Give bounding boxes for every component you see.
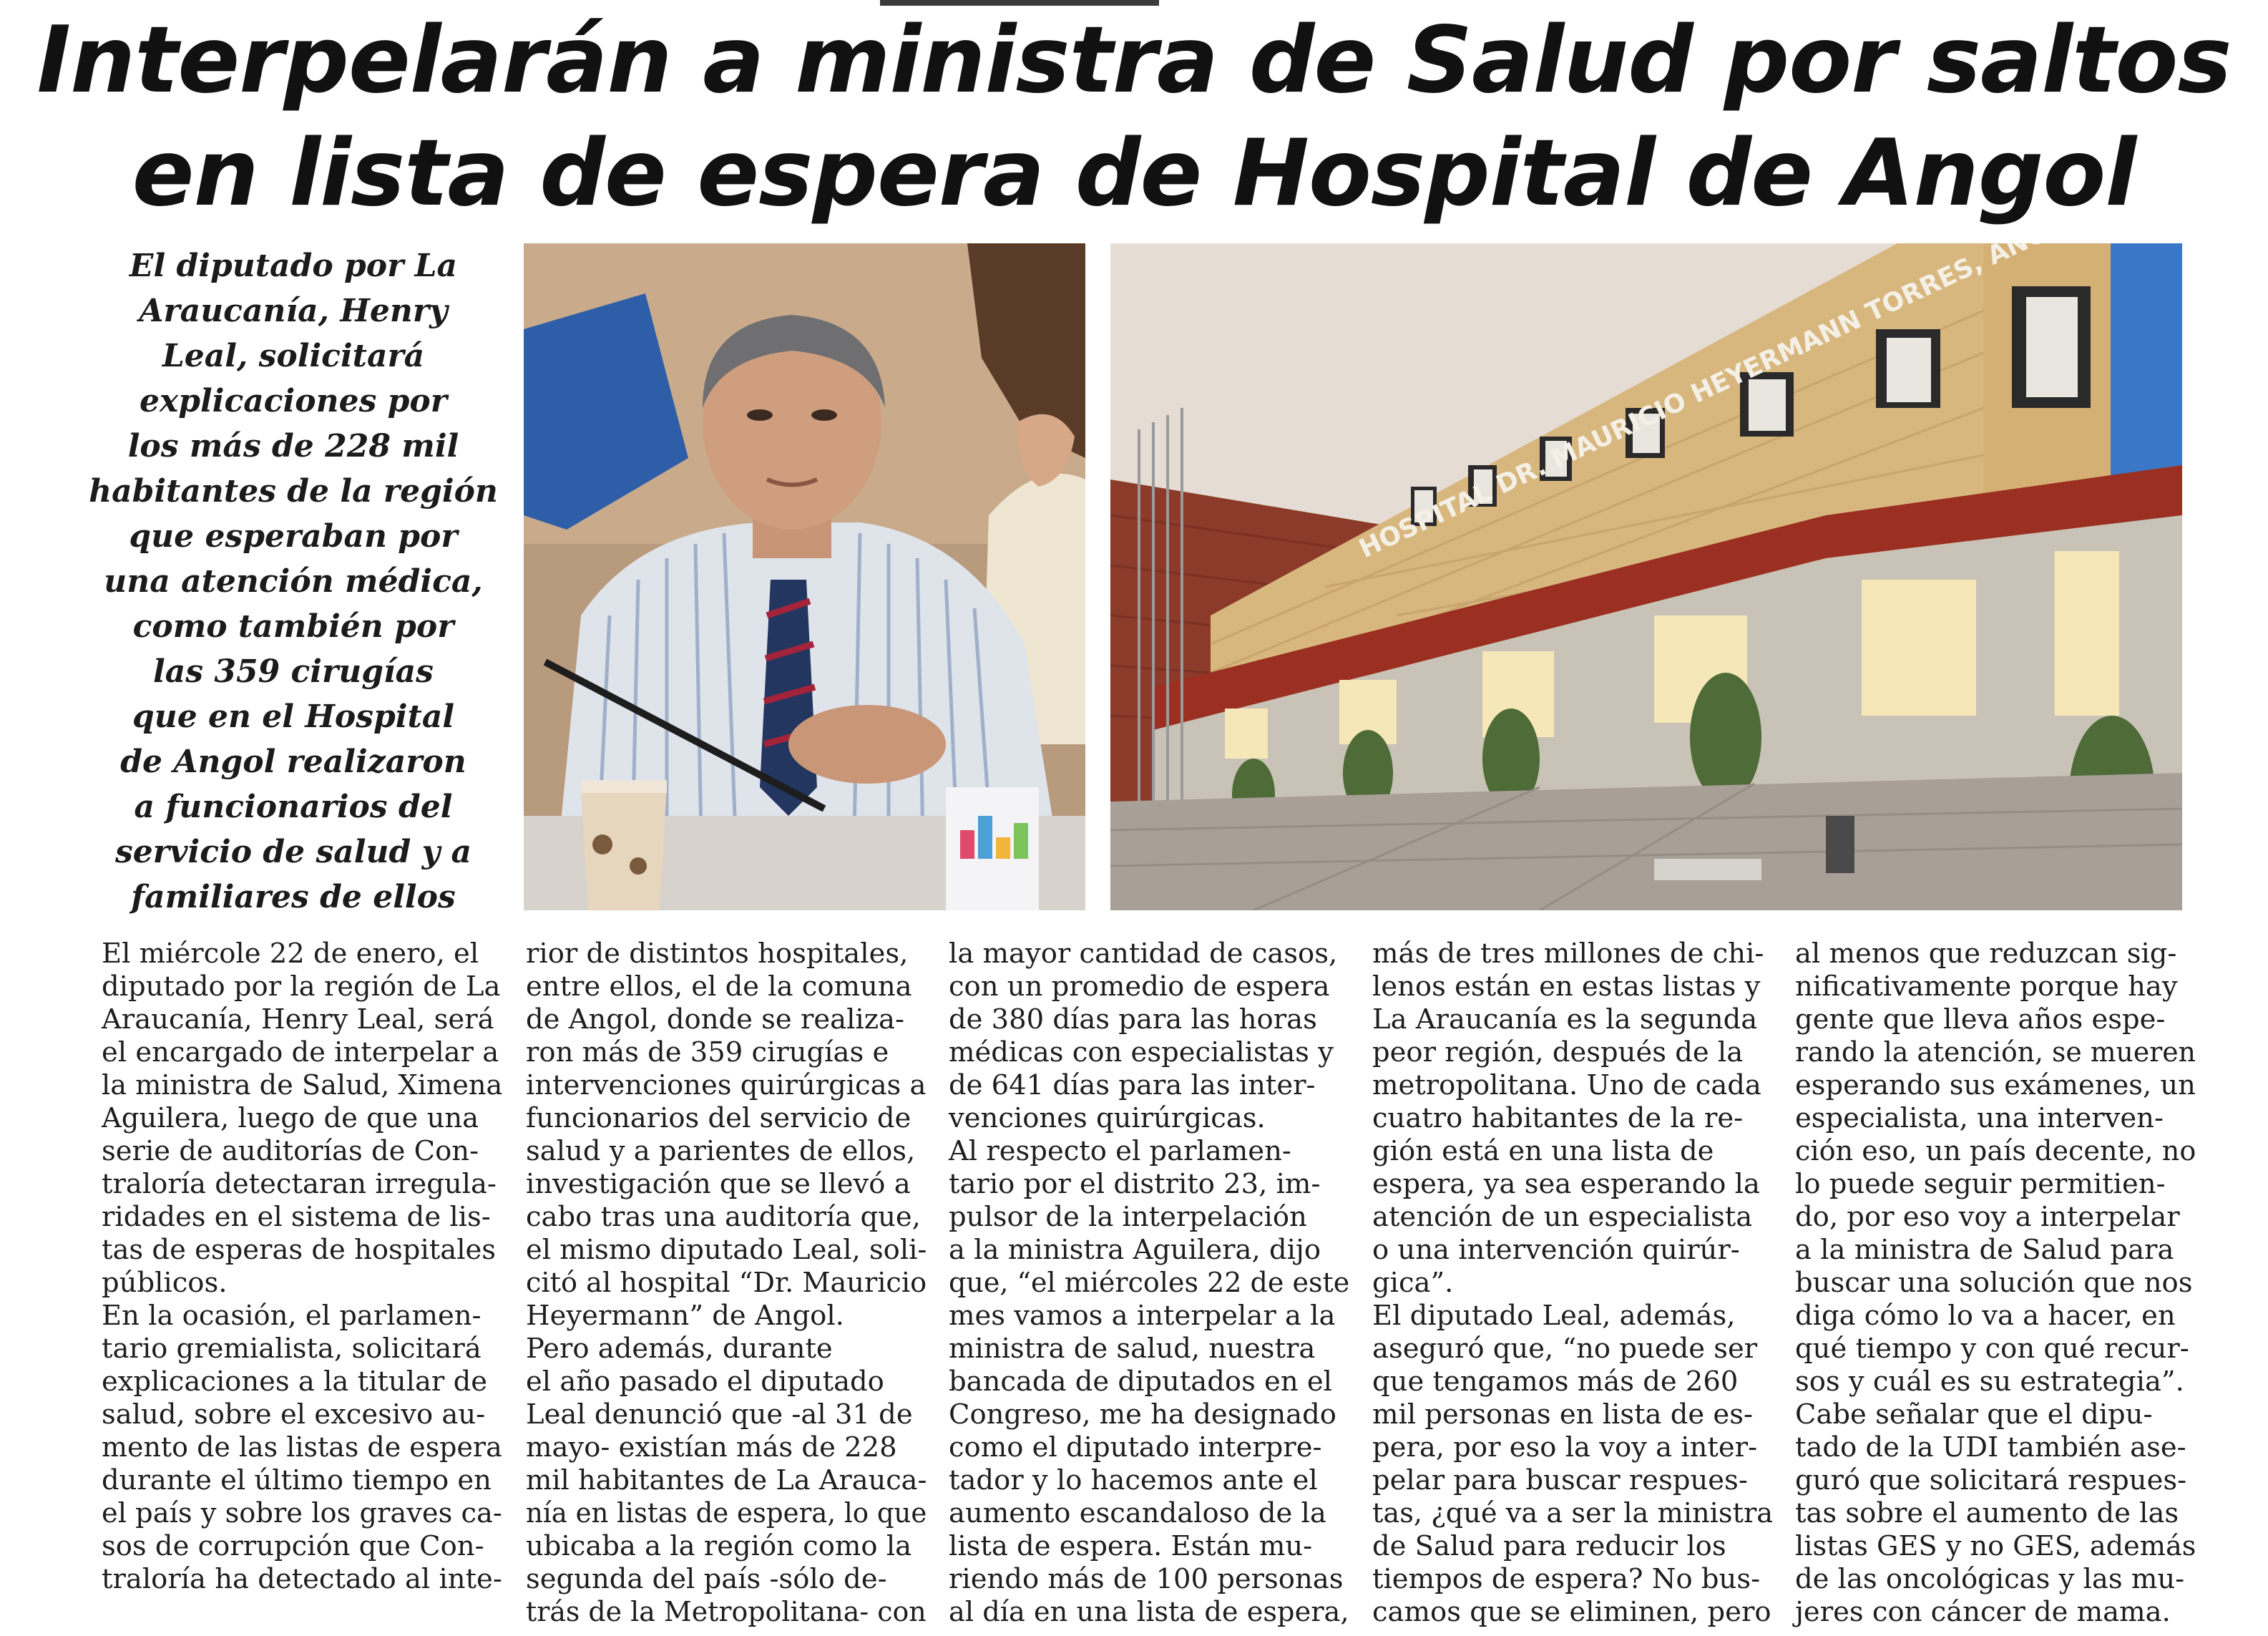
body-line: mil habitantes de La Arauca- xyxy=(526,1464,927,1496)
headline xyxy=(0,4,2268,230)
body-line: que tengamos más de 260 xyxy=(1372,1365,1739,1398)
lead-line: habitantes de la región xyxy=(89,473,498,510)
body-line: El miércole 22 de enero, el xyxy=(102,938,479,970)
lead-line: de Angol realizaron xyxy=(120,744,466,780)
body-line: En la ocasión, el parlamen- xyxy=(102,1300,482,1332)
lead-line: como también por xyxy=(132,608,454,645)
lead-paragraph xyxy=(86,243,501,920)
body-line: tiempos de espera? No bus- xyxy=(1372,1563,1761,1595)
body-line: riendo más de 100 personas xyxy=(949,1563,1344,1595)
body-line: o una intervención quirúr- xyxy=(1372,1234,1740,1266)
lead-line: Araucanía, Henry xyxy=(139,293,448,329)
body-line: públicos. xyxy=(102,1267,228,1299)
body-line: Aguilera, luego de que una xyxy=(102,1102,479,1134)
body-line: la ministra de Salud, Ximena xyxy=(102,1069,503,1101)
body-line: la mayor cantidad de casos, xyxy=(949,938,1338,970)
body-line: el año pasado el diputado xyxy=(526,1365,884,1398)
body-line: rando la atención, se mueren xyxy=(1795,1036,2196,1068)
body-column-4 xyxy=(1372,938,1773,1629)
deputy-portrait-photo xyxy=(524,243,1085,910)
lead-line: Leal, solicitará xyxy=(162,338,425,374)
body-line: segunda del país -sólo de- xyxy=(526,1563,887,1595)
lead-line: que en el Hospital xyxy=(132,698,455,735)
body-line: espera, ya sea esperando la xyxy=(1372,1168,1760,1200)
body-line: funcionarios del servicio de xyxy=(526,1102,911,1134)
body-line: lo puede seguir permitien- xyxy=(1795,1168,2166,1200)
body-line: La Araucanía es la segunda xyxy=(1372,1003,1758,1036)
body-line: tario gremialista, solicitará xyxy=(102,1333,482,1365)
body-line: salud, sobre el excesivo au- xyxy=(102,1398,486,1431)
lead-line: a funcionarios del xyxy=(134,789,453,825)
body-line: con un promedio de espera xyxy=(949,970,1330,1003)
body-line: intervenciones quirúrgicas a xyxy=(526,1069,927,1101)
body-line: explicaciones a la titular de xyxy=(102,1365,487,1398)
body-line: durante el último tiempo en xyxy=(102,1464,492,1496)
lead-line: servicio de salud y a xyxy=(115,834,471,870)
body-line: traloría ha detectado al inte- xyxy=(102,1563,502,1595)
body-line: listas GES y no GES, además xyxy=(1795,1530,2196,1562)
body-column-5 xyxy=(1795,938,2196,1629)
body-line: citó al hospital “Dr. Mauricio xyxy=(526,1267,927,1299)
lead-line: explicaciones por xyxy=(140,383,447,419)
body-line: El diputado Leal, además, xyxy=(1372,1300,1736,1332)
body-line: investigación que se llevó a xyxy=(526,1168,911,1200)
body-line: tador y lo hacemos ante el xyxy=(949,1464,1318,1496)
body-line: cabo tras una auditoría que, xyxy=(526,1201,921,1233)
body-column-3 xyxy=(949,938,1349,1629)
lead-line: las 359 cirugías xyxy=(153,653,434,690)
body-line: sos de corrupción que Con- xyxy=(102,1530,484,1562)
body-line: lista de espera. Están mu- xyxy=(949,1530,1313,1562)
body-line: de 641 días para las inter- xyxy=(949,1069,1316,1101)
body-line: atención de un especialista xyxy=(1372,1201,1753,1233)
body-line: más de tres millones de chi- xyxy=(1372,938,1764,970)
body-line: entre ellos, el de la comuna xyxy=(526,970,912,1003)
body-line: bancada de diputados en el xyxy=(949,1365,1332,1398)
body-column-2 xyxy=(526,938,927,1629)
body-line: ron más de 359 cirugías e xyxy=(526,1036,889,1068)
headline-line-1: Interpelarán a ministra de Salud por saltos xyxy=(36,7,2232,114)
body-line: jeres con cáncer de mama. xyxy=(1795,1596,2171,1628)
body-line: Cabe señalar que el dipu- xyxy=(1795,1398,2153,1431)
body-line: trás de la Metropolitana- con xyxy=(526,1596,927,1628)
body-line: peor región, después de la xyxy=(1372,1036,1744,1068)
body-line: buscar una solución que nos xyxy=(1795,1267,2193,1299)
body-line: de las oncológicas y las mu- xyxy=(1795,1563,2185,1595)
body-line: lenos están en estas listas y xyxy=(1372,970,1761,1003)
body-line: tado de la UDI también ase- xyxy=(1795,1431,2186,1464)
body-line: pelar para buscar respues- xyxy=(1372,1464,1748,1496)
body-line: mento de las listas de espera xyxy=(102,1431,502,1464)
body-line: mil personas en lista de es- xyxy=(1372,1398,1753,1431)
body-line: de Angol, donde se realiza- xyxy=(526,1003,904,1036)
body-line: qué tiempo y con qué recur- xyxy=(1795,1333,2189,1365)
body-line: esperando sus exámenes, un xyxy=(1795,1069,2196,1101)
body-line: ministra de salud, nuestra xyxy=(949,1333,1316,1365)
body-line: tas, ¿qué va a ser la ministra xyxy=(1372,1497,1774,1529)
body-line: el encargado de interpelar a xyxy=(102,1036,499,1068)
body-line: diga cómo lo va a hacer, en xyxy=(1795,1300,2176,1332)
body-line: camos que se eliminen, pero xyxy=(1372,1596,1771,1628)
body-line: a la ministra Aguilera, dijo xyxy=(949,1234,1321,1266)
body-line: guró que solicitará respues- xyxy=(1795,1464,2187,1496)
body-line: gión está en una lista de xyxy=(1372,1135,1714,1167)
body-line: gente que lleva años espe- xyxy=(1795,1003,2166,1036)
body-line: ción eso, un país decente, no xyxy=(1795,1135,2196,1167)
body-line: especialista, una interven- xyxy=(1795,1102,2164,1134)
body-line: tario por el distrito 23, im- xyxy=(949,1168,1321,1200)
body-line: metropolitana. Uno de cada xyxy=(1372,1069,1761,1101)
body-line: Al respecto el parlamen- xyxy=(949,1135,1291,1167)
body-line: tas de esperas de hospitales xyxy=(102,1234,497,1266)
lead-line: que esperaban por xyxy=(129,518,458,555)
body-line: al día en una lista de espera, xyxy=(949,1596,1349,1628)
body-line: ubicaba a la región como la xyxy=(526,1530,912,1562)
lead-line: familiares de ellos xyxy=(131,879,456,915)
body-line: Congreso, me ha designado xyxy=(949,1398,1336,1431)
body-line: nificativamente porque hay xyxy=(1795,970,2178,1003)
body-line: do, por eso voy a interpelar xyxy=(1795,1201,2180,1233)
body-line: tas sobre el aumento de las xyxy=(1795,1497,2179,1529)
lead-line: una atención médica, xyxy=(104,563,483,600)
body-line: aseguró que, “no puede ser xyxy=(1372,1333,1758,1365)
lead-line: El diputado por La xyxy=(129,248,458,284)
body-line: pera, por eso la voy a inter- xyxy=(1372,1431,1758,1464)
body-line: venciones quirúrgicas. xyxy=(949,1102,1266,1134)
lead-line: los más de 228 mil xyxy=(127,428,459,464)
body-line: diputado por la región de La xyxy=(102,970,501,1003)
body-line: el país y sobre los graves ca- xyxy=(102,1497,502,1529)
body-line: nía en listas de espera, lo que xyxy=(526,1497,927,1529)
body-line: traloría detectaran irregula- xyxy=(102,1168,497,1200)
body-line: Heyermann” de Angol. xyxy=(526,1300,844,1332)
body-line: de 380 días para las horas xyxy=(949,1003,1317,1036)
body-line: gica”. xyxy=(1372,1267,1454,1299)
body-line: que, “el miércoles 22 de este xyxy=(949,1267,1350,1299)
body-line: sos y cuál es su estrategia”. xyxy=(1795,1365,2184,1398)
body-line: salud y a parientes de ellos, xyxy=(526,1135,916,1167)
body-line: pulsor de la interpelación xyxy=(949,1201,1307,1233)
body-line: aumento escandaloso de la xyxy=(949,1497,1326,1529)
body-line: Araucanía, Henry Leal, será xyxy=(102,1003,494,1036)
body-line: de Salud para reducir los xyxy=(1372,1530,1726,1562)
body-line: Leal denunció que -al 31 de xyxy=(526,1398,913,1431)
body-line: al menos que reduzcan sig- xyxy=(1795,938,2177,970)
body-line: el mismo diputado Leal, soli- xyxy=(526,1234,927,1266)
body-line: rior de distintos hospitales, xyxy=(526,938,909,970)
body-line: serie de auditorías de Con- xyxy=(102,1135,479,1167)
body-line: como el diputado interpre- xyxy=(949,1431,1322,1464)
body-line: a la ministra de Salud para xyxy=(1795,1234,2174,1266)
body-line: mes vamos a interpelar a la xyxy=(949,1300,1336,1332)
hospital-photo xyxy=(1110,243,2182,910)
body-line: ridades en el sistema de lis- xyxy=(102,1201,491,1233)
headline-line-2: en lista de espera de Hospital de Angol xyxy=(132,120,2136,227)
body-line: médicas con especialistas y xyxy=(949,1036,1334,1068)
body-line: Pero además, durante xyxy=(526,1333,833,1365)
body-line: mayo- existían más de 228 xyxy=(526,1431,897,1464)
body-column-1 xyxy=(102,938,502,1596)
body-line: cuatro habitantes de la re- xyxy=(1372,1102,1744,1134)
